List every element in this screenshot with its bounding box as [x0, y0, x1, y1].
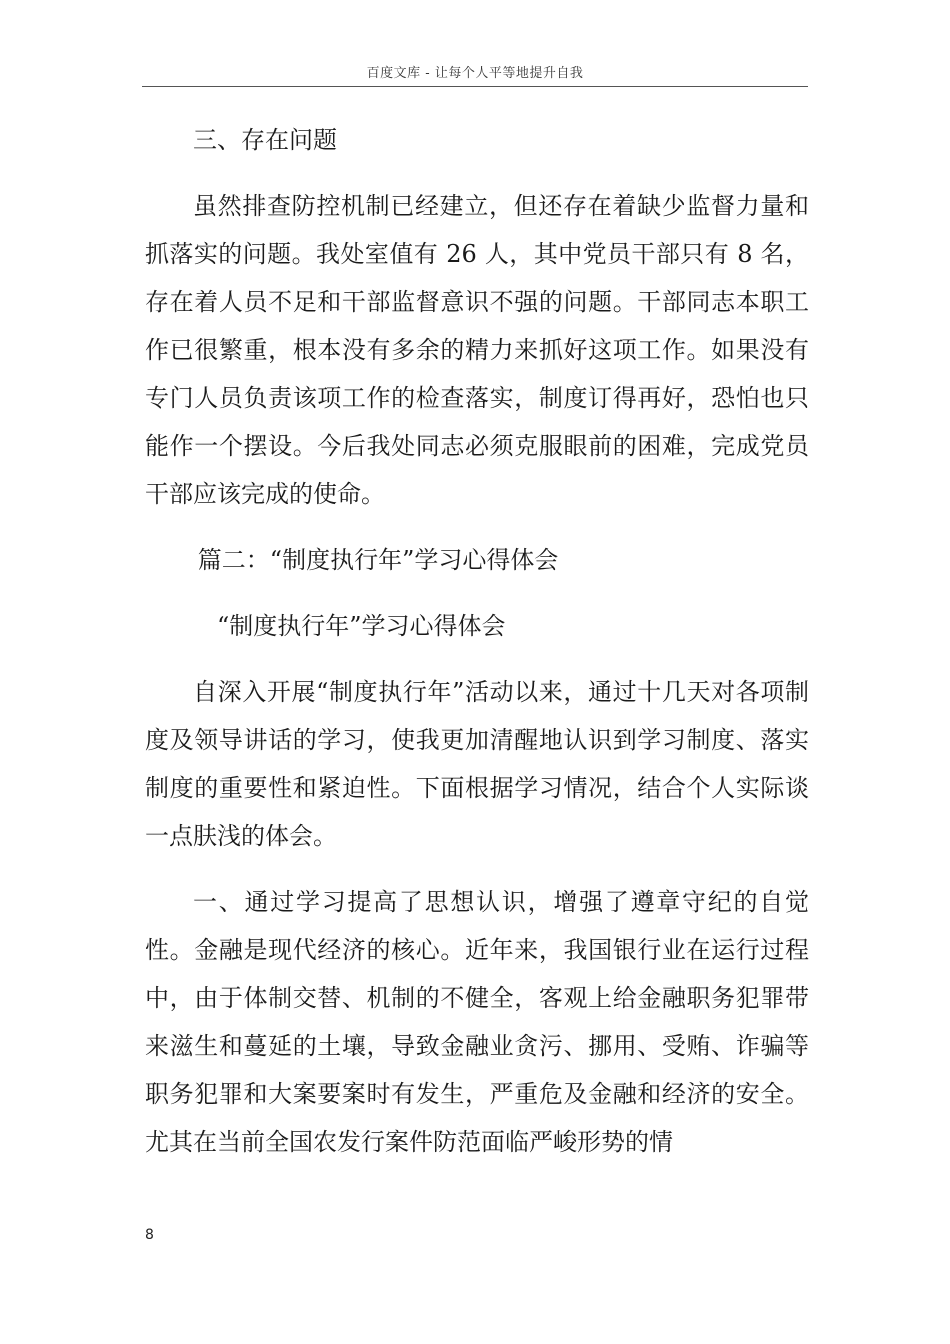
paragraph-problems: 虽然排查防控机制已经建立，但还存在着缺少监督力量和抓落实的问题。我处室值有 26 人，其中党员干部只有 8 名，存在着人员不足和干部监督意识不强的问题。干部同志本职工作已很繁重，根本没有多余的精力来抓好这项工作。如果没有专门人员负责该项工作的检查落实，制度订得再好，恐怕也只能作一个摆设。今后我处同志必须克服眼前的困难，完成党员干部应该完成的使命。 [145, 192, 809, 508]
page-header: 百度文库 - 让每个人平等地提升自我 [366, 66, 584, 81]
paragraph-intro: 自深入开展“制度执行年”活动以来，通过十几天对各项制度及领导讲话的学习，使我更加清醒地认识到学习制度、落实制度的重要性和紧迫性。下面根据学习情况，结合个人实际谈一点肤浅的体会。 [145, 678, 809, 850]
document-body [145, 116, 809, 1166]
section-heading-problems: 三、存在问题 [193, 126, 337, 154]
article-title: “制度执行年”学习心得体会 [217, 612, 506, 640]
paragraph-point-one: 一、通过学习提高了思想认识，增强了遵章守纪的自觉性。金融是现代经济的核心。近年来，我国银行业在运行过程中，由于体制交替、机制的不健全，客观上给金融职务犯罪带来滋生和蔓延的土壤，导致金融业贪污、挪用、受贿、诈骗等职务犯罪和大案要案时有发生，严重危及金融和经济的安全。尤其在当前全国农发行案件防范面临严峻形势的情 [145, 888, 809, 1156]
page-number: 8 [145, 1227, 154, 1243]
chapter-title: 篇二：“制度执行年”学习心得体会 [197, 546, 559, 574]
header-divider [142, 86, 808, 87]
